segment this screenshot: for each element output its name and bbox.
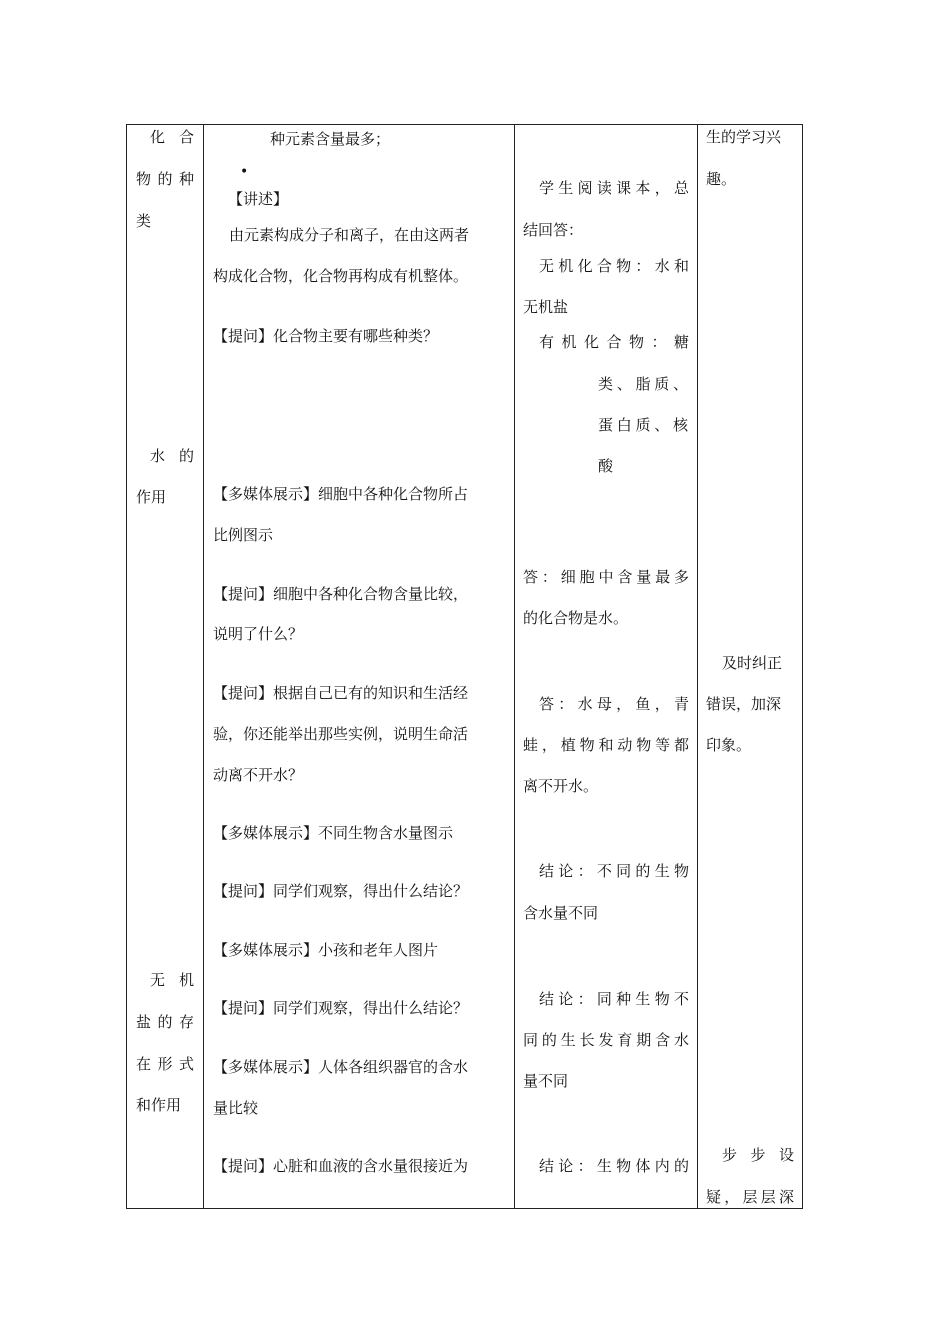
student-text: 结论：不同的生物: [539, 862, 689, 880]
teacher-text: 动离不开水？: [213, 766, 304, 784]
student-text: 同的生长发育期含水: [523, 1031, 689, 1049]
teacher-text: 【提问】心脏和血液的含水量很接近为: [213, 1157, 469, 1175]
column-divider: [697, 125, 698, 1208]
student-text: 的化合物是水。: [523, 609, 629, 627]
student-text: 酸: [598, 457, 614, 475]
student-text: 含水量不同: [523, 904, 599, 922]
bullet: •: [240, 164, 249, 180]
column-divider: [514, 125, 515, 1208]
teacher-text: 【提问】细胞中各种化合物含量比较，: [213, 585, 469, 603]
teacher-text: 【提问】根据自己已有的知识和生活经: [213, 684, 469, 702]
teacher-text: 比例图示: [213, 526, 274, 544]
column-divider: [203, 125, 204, 1208]
teacher-text: 种元素含量最多；: [270, 130, 391, 148]
student-text: 量不同: [523, 1072, 569, 1090]
student-text: 答：水母，鱼，青: [539, 695, 689, 713]
teacher-text: 【提问】同学们观察，得出什么结论？: [213, 999, 469, 1017]
design-intent-text: 及时纠正: [722, 654, 783, 672]
student-text: 无机化合物：水和: [539, 257, 689, 275]
student-text: 蛙，植物和动物等都: [523, 736, 689, 754]
teacher-text: 【多媒体展示】细胞中各种化合物所占: [213, 485, 469, 503]
teacher-text: 【提问】同学们观察，得出什么结论？: [213, 882, 469, 900]
teacher-text: 由元素构成分子和离子，在由这两者: [229, 226, 470, 244]
student-text: 蛋白质、核: [598, 416, 688, 434]
section-label: 水的: [150, 447, 194, 465]
section-label: 化合: [150, 128, 194, 146]
teacher-text: 【提问】化合物主要有哪些种类？: [213, 327, 439, 345]
student-text: 结论：生物体内的: [539, 1157, 689, 1175]
student-text: 答：细胞中含量最多: [523, 568, 689, 586]
student-text: 类、脂质、: [598, 375, 688, 393]
student-text: 学生阅读课本，总: [539, 179, 689, 197]
teacher-text: 说明了什么？: [213, 625, 304, 643]
section-label: 盐的存: [136, 1013, 194, 1031]
teacher-text: 【多媒体展示】不同生物含水量图示: [213, 824, 454, 842]
student-text: 结回答：: [523, 221, 584, 239]
student-text: 结论：同种生物不: [539, 990, 689, 1008]
student-text: 离不开水。: [523, 777, 599, 795]
design-intent-text: 错误，加深: [706, 695, 782, 713]
lesson-plan-table: [126, 124, 803, 1209]
design-intent-text: 印象。: [706, 736, 752, 754]
section-label: 物的种: [136, 170, 194, 188]
teacher-text: 构成化合物，化合物再构成有机整体。: [213, 267, 469, 285]
design-intent-text: 趣。: [706, 170, 737, 188]
design-intent-text: 生的学习兴: [706, 128, 782, 146]
teacher-text: 量比较: [213, 1099, 259, 1117]
teacher-text: 【多媒体展示】小孩和老年人图片: [213, 941, 439, 959]
design-intent-text: 步步设: [722, 1146, 794, 1164]
teacher-text: 【讲述】: [228, 190, 289, 208]
section-label: 类: [136, 212, 152, 230]
section-label: 无机: [150, 971, 194, 989]
section-label: 在形式: [136, 1055, 194, 1073]
student-text: 有机化合物：糖: [539, 333, 689, 351]
teacher-text: 【多媒体展示】人体各组织器官的含水: [213, 1058, 469, 1076]
student-text: 无机盐: [523, 298, 569, 316]
section-label: 作用: [136, 488, 167, 506]
teacher-text: 验，你还能举出那些实例，说明生命活: [213, 725, 469, 743]
design-intent-text: 疑，层层深: [706, 1188, 794, 1206]
section-label: 和作用: [136, 1096, 182, 1114]
